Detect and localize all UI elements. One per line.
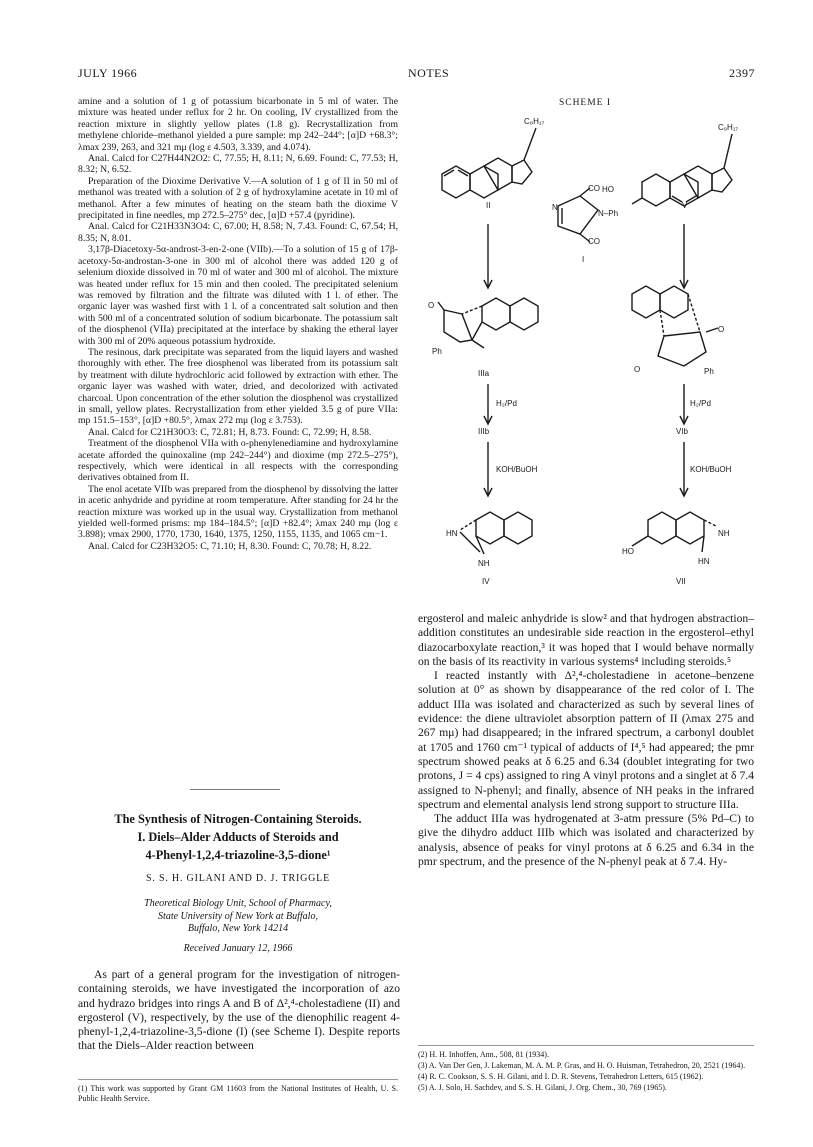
header-date: JULY 1966 [78,66,138,80]
paragraph: The resinous, dark precipitate was separated from the liquid layers and washed thoroughly with ether. The free diosphenol was liberated from its potassium salt by treatment with dilute hydrochloric acid followed by extraction with ether. The organic layer was washed with water, dried, and decolorized with activated charcoal. Upon concentration of the ether solution the diosphenol was crystallized in small, yellow plates. Recrystallization from ether yielded 3.5 g of pure VIIa: mp 151.5–153°, [α]D +80.5°, λmax 272 mμ (log ε 3.753). [78,346,398,427]
paragraph: Treatment of the diosphenol VIIa with o-phenylenediamine and hydroxylamine acetate afforded the quinoxaline (mp 242–244°) and dioxime (mp 272.5–275°), respectively, which were identical in all respects with the corresponding derivatives obtained from II. [78,438,398,484]
compound-label-VII: VII [676,577,686,586]
introduction [78,968,400,1054]
paragraph: I reacted instantly with Δ²,⁴-cholestadiene in acetone–benzene solution at 0° as shown by disappearance of the red color of I. The adduct IIIa was isolated and characterized as such by several lines of evidence: the diene ultraviolet absorption pattern of II (λmax 275 and 267 mμ) had disappeared; in the infrared spectrum, a carbonyl doublet at 1705 and 1760 cm⁻¹ typical of adducts of I⁴,⁵ had appeared; the pmr spectrum showed peaks at δ 6.25 and 6.34 (doublet integrating for two protons, J = 4 cps) assigned to ring A vinyl protons and a singlet at δ 7.4 assigned to N-phenyl; and finally, absence of NH peaks in the infrared spectrum and elemental analysis lend strong support to structure IIIa. [418,669,754,811]
compound-label-V: V [682,201,688,210]
article-title [78,810,398,864]
atom-label: CO [588,237,600,246]
atom-label: CO [588,184,600,193]
atom-label: N [552,203,558,212]
authors: S. S. H. GILANI AND D. J. TRIGGLE [146,873,330,884]
analysis-line: Anal. Calcd for C27H44N2O2: C, 77.55; H, 8.11; N, 6.69. Found: C, 77.53; H, 8.32; N, 6.52. [78,153,398,176]
received-date: Received January 12, 1966 [183,943,293,954]
substituent-label: C₉H₁₇ [718,123,739,132]
analysis-line: Anal. Calcd for C21H33N3O4: C, 67.00; H, 8.58; N, 7.43. Found: C, 67.54; H, 8.35; N, 8.01. [78,221,398,244]
atom-label: NH [718,529,730,538]
atom-label: Ph [704,367,714,376]
atom-label: HN [446,529,458,538]
analysis-line: Anal. Calcd for C21H30O3: C, 72.81; H, 8.73. Found: C, 72.99; H, 8.58. [88,426,372,438]
compound-IIIa-structure [438,298,538,348]
compound-label-IIIb: IIIb [478,427,490,436]
atom-label: O [718,325,725,334]
reaction-scheme [418,96,752,596]
compound-label-VIb: VIb [676,427,689,436]
affiliation [78,898,398,936]
title-line: 4-Phenyl-1,2,4-triazoline-3,5-dione¹ [145,848,331,862]
footnote-1: (1) This work was supported by Grant GM 11603 from the National Institutes of Health, U. S. Public Health Service. [78,1079,398,1104]
compound-VII-structure [632,512,716,552]
reagent-label: H₂/Pd [690,399,711,408]
paragraph: 3,17β-Diacetoxy-5α-androst-3-en-2-one (VIIb).—To a solution of 15 g of 17β-acetoxy-5α-androstan-3-one in 300 ml of alcohol there was added 120 g of selenium dioxide dissolved in 70 ml of water and 300 ml of alcohol. The mixture was heated under reflux for 15 min and then cooled. The precipitated selenium was removed by filtration and the filtrate was diluted with 1 l. of ether. The organic layer was washed first with 1 l. of a concentrated salt solution and then with 500 ml of a concentrated solution of sodium bicarbonate. The potassium salt of the diosphenol (VIIa) precipitated at the interface by shaking the etheral layer with 300 ml of 20% aqueous potassium hydroxide. [78,244,398,347]
atom-label: NH [478,559,490,568]
results-text [418,612,754,869]
atom-label: N–Ph [598,209,619,218]
atom-label: HO [622,547,634,556]
compound-V-structure [632,134,732,206]
atom-label: Ph [432,347,442,356]
paragraph: The adduct IIIa was hydrogenated at 3-atm pressure (5% Pd–C) to give the dihydro adduct IIIb which was isolated and characterized by analysis, absence of peaks for vinyl protons at δ 6.25 and 6.34 in the pmr spectrum, and the presence of the N-phenyl peak at δ 7.4. Hy- [418,812,754,869]
paragraph: The enol acetate VIIb was prepared from the diosphenol by dissolving the latter in acetic anhydride and pyridine at room temperature. After standing for 24 hr the reaction mixture was worked up in the usual way. Crystallization from methanol yielded well-formed prisms: mp 184–184.5°; [α]D +82.4°; λmax 240 mμ (log ε 3.898); νmax 2900, 1770, 1730, 1640, 1375, 1250, 1155, 1135, and 1065 cm−1. [78,483,398,541]
experimental-section [78,96,398,552]
affil-line: Theoretical Biology Unit, School of Pharmacy, [144,898,332,909]
scheme-title: SCHEME I [558,98,612,108]
compound-II-structure [442,128,536,198]
compound-I-structure [558,188,598,242]
footnotes [418,1045,754,1094]
footnote: (5) A. J. Solo, H. Sachdev, and S. S. H. Gilani, J. Org. Chem., 30, 769 (1965). [418,1083,667,1092]
paragraph: ergosterol and maleic anhydride is slow² and that hydrogen abstraction–addition constitutes an undesirable side reaction in the ergosterol–ethyl diazocarboxylate reaction,³ it was hoped that I would behave normally on the basis of its reactivity in various systems⁴ including steroids.⁵ [418,612,754,668]
footnote: (3) A. Van Der Gen, J. Lakeman, M. A. M. P. Gras, and H. O. Huisman, Tetrahedron, 20, 2521 (1964). [418,1061,746,1070]
title-line: I. Diels–Alder Adducts of Steroids and [137,830,339,844]
affil-line: Buffalo, New York 14214 [187,923,289,934]
reagent-label: KOH/BuOH [690,465,732,474]
reagent-label: H₂/Pd [496,399,517,408]
atom-label: O [428,301,435,310]
atom-label: HN [698,557,710,566]
header-section: NOTES [408,66,450,80]
reagent-label: KOH/BuOH [496,465,538,474]
affil-line: State University of New York at Buffalo, [158,910,318,922]
compound-label-IIIa: IIIa [478,369,490,378]
section-divider [190,789,280,790]
compound-VIa-structure [632,286,718,366]
footnote: (4) R. C. Cookson, S. S. H. Gilani, and I. D. R. Stevens, Tetrahedron Letters, 615 (1962). [418,1072,704,1081]
compound-label-IV: IV [482,577,490,586]
compound-label-I: I [582,255,585,264]
title-line: The Synthesis of Nitrogen-Containing Steroids. [114,812,362,826]
hydroxyl-label: HO [602,185,614,194]
footnote: (2) H. H. Inhoffen, Ann., 508, 81 (1934). [418,1050,549,1059]
substituent-label: C₈H₁₇ [524,117,545,126]
running-header [78,66,755,82]
paragraph: Preparation of the Dioxime Derivative V.—A solution of 1 g of II in 50 ml of methanol was treated with a solution of 2 g of hydroxylamine acetate in 10 ml of methanol. After a few minutes of heating on the steam bath the dioxime V precipitated in fine needles, mp 272.5–275° dec, [α]D +57.4 (pyridine). [78,175,398,222]
analysis-line: Anal. Calcd for C23H32O5: C, 71.10; H, 8.30. Found: C, 70.78; H, 8.22. [88,540,372,552]
page-number: 2397 [729,66,755,80]
atom-label: O [634,365,641,374]
compound-label-II: II [486,201,491,210]
paragraph: As part of a general program for the investigation of nitrogen-containing steroids, we have investigated the incorporation of azo and hydrazo bridges into rings A and B of Δ²,⁴-cholestadiene (II) and ergosterol (V), respectively, by the use of the dienophilic reagent 4-phenyl-1,2,4-triazoline-3,5-dione (I) (see Scheme I). Despite reports that the Diels–Alder reaction between [78,968,400,1053]
compound-IV-structure [460,512,532,554]
paragraph: amine and a solution of 1 g of potassium bicarbonate in 5 ml of water. The mixture was heated under reflux for 2 hr. On cooling, IV crystallized from the reaction mixture in slightly yellow plates (1.8 g). Recrystallization from methylene chloride–methanol yielded a pure sample: mp 242–244°; [α]D +68.3°; λmax 239, 263, and 321 mμ (log ε 4.503, 3.339, and 4.074). [78,96,398,153]
